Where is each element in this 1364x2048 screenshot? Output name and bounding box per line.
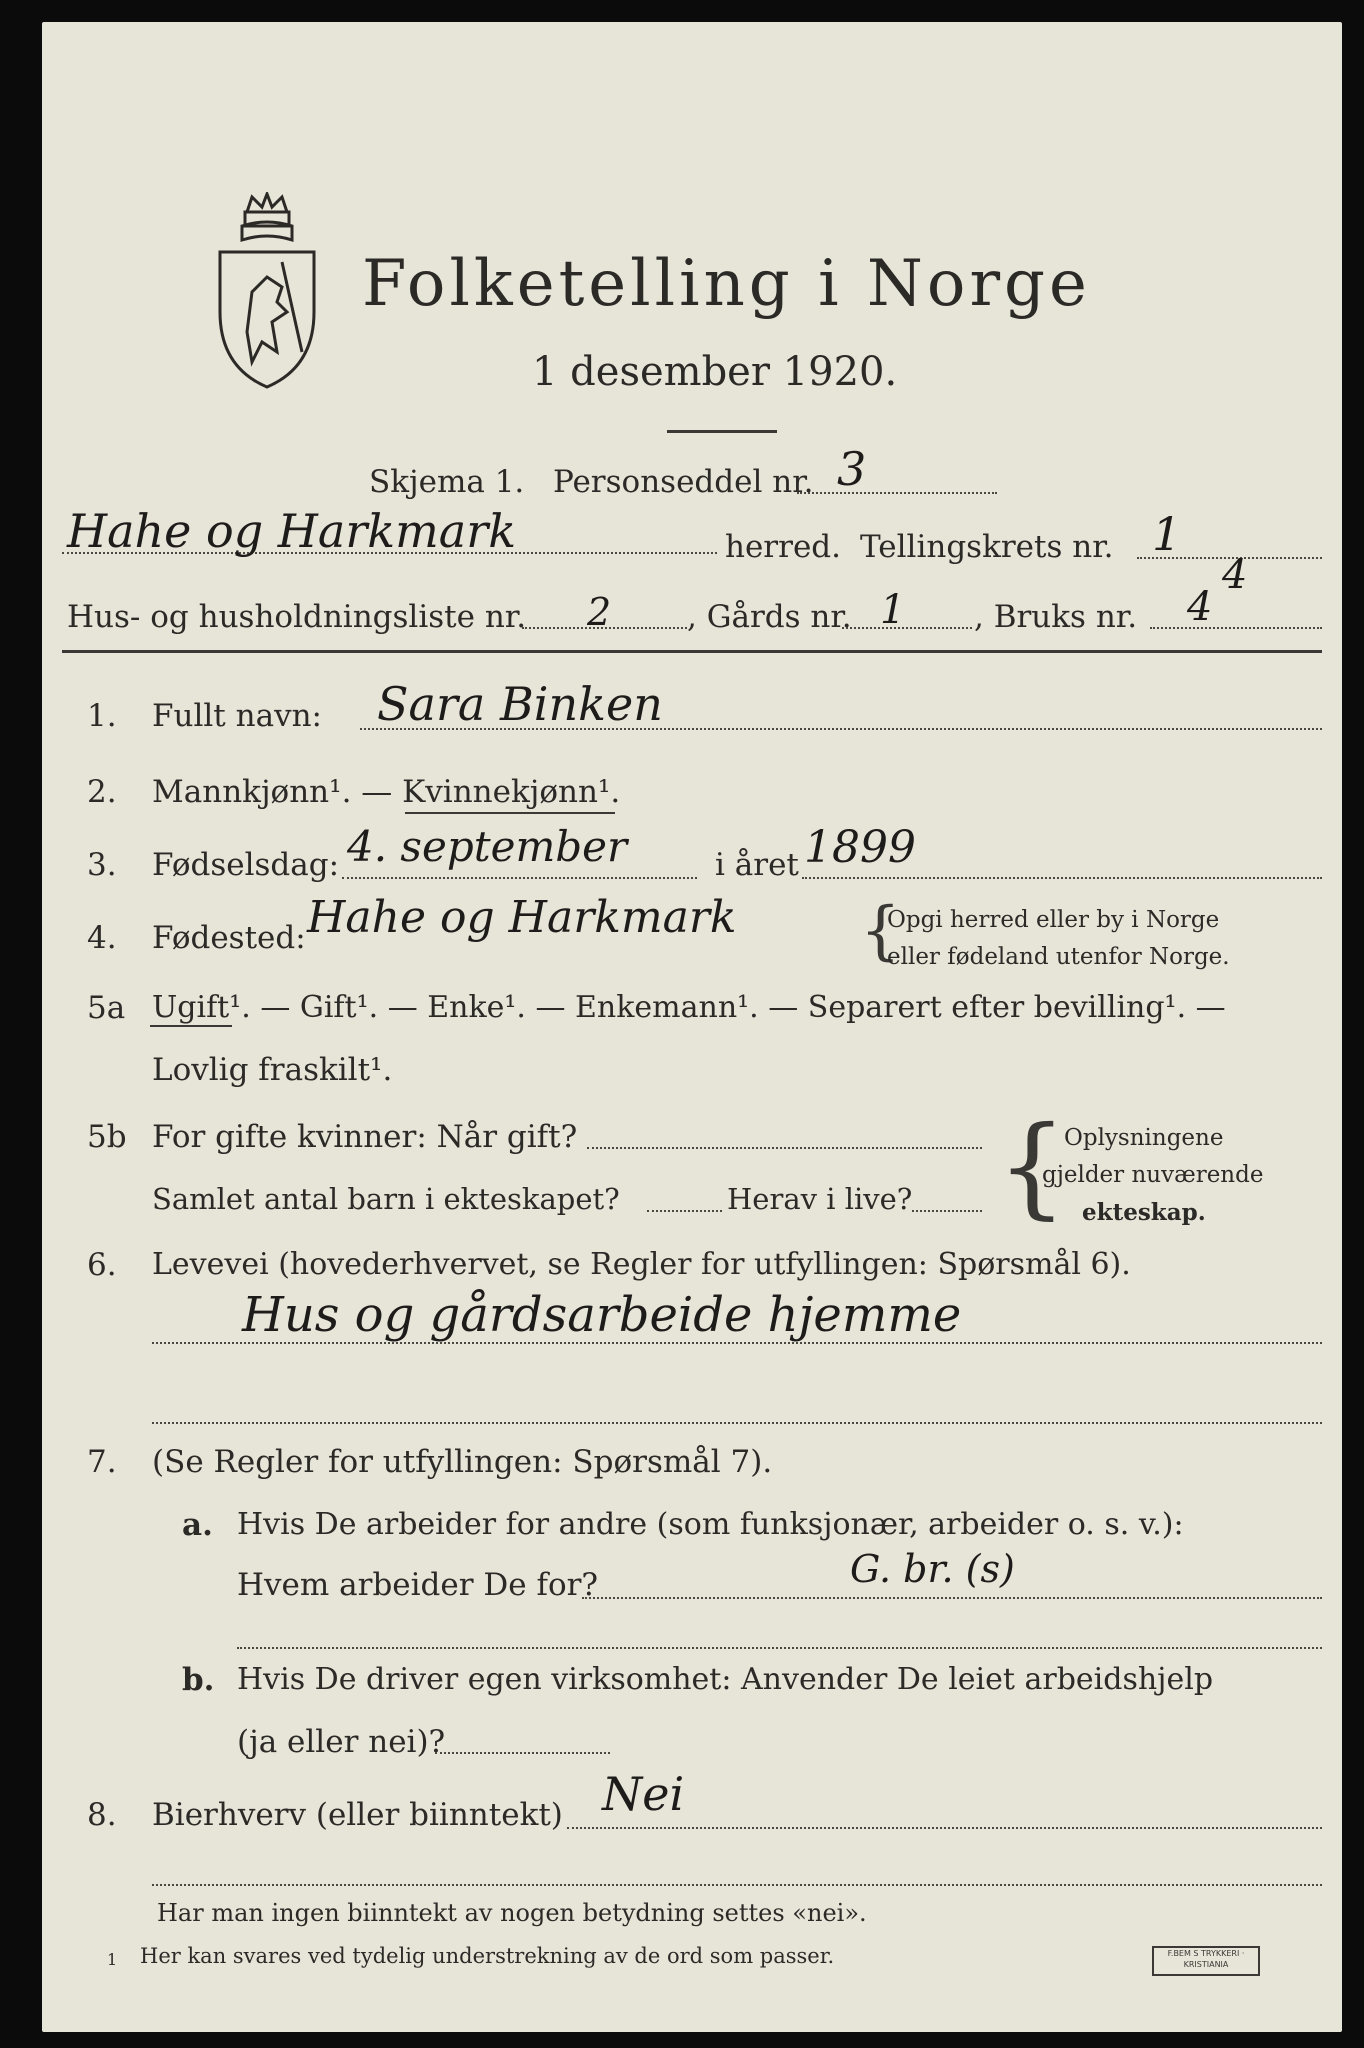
q3-number: 3.	[87, 847, 117, 883]
q5b-note-line1: Oplysningene	[1064, 1125, 1224, 1151]
ugift-underline	[150, 1025, 232, 1027]
birthday-value: 4. september	[347, 822, 628, 871]
q2-label: Mannkjønn¹. — Kvinnekjønn¹.	[152, 774, 621, 810]
levevei-field-2[interactable]	[152, 1422, 1322, 1424]
no-income-note: Har man ingen biinntekt av nogen betydning settes «nei».	[157, 1899, 867, 1927]
q5b-note-line2: gjelder nuværende	[1042, 1162, 1264, 1188]
tellingskrets-extra-value: 4	[1222, 552, 1248, 598]
q5a-line2: Lovlig fraskilt¹.	[152, 1052, 393, 1088]
q7b-letter: b.	[182, 1662, 215, 1698]
bierhverv-field-2[interactable]	[152, 1884, 1322, 1886]
q4-note-brace: {	[860, 894, 901, 968]
q3-label: Fødselsdag:	[152, 847, 340, 883]
q5b-note-brace: {	[997, 1102, 1067, 1230]
q7-label: (Se Regler for utfyllingen: Spørsmål 7).	[152, 1444, 773, 1480]
bruks-value: 4	[1187, 584, 1213, 630]
q8-label: Bierhverv (eller biinntekt)	[152, 1797, 563, 1833]
bierhverv-value: Nei	[602, 1767, 685, 1821]
q4-number: 4.	[87, 920, 117, 956]
q5b-alive-label: Herav i live?	[727, 1182, 913, 1216]
children-alive-field[interactable]	[912, 1210, 982, 1212]
q5a-line1: Ugift¹. — Gift¹. — Enke¹. — Enkemann¹. — Separert efter bevilling¹. —	[152, 990, 1226, 1025]
q7b-label: Hvis De driver egen virksomhet: Anvender De leiet arbeidshjelp	[237, 1662, 1214, 1697]
form-subtitle: 1 desember 1920.	[532, 349, 898, 395]
skjema-label: Skjema 1.	[369, 464, 525, 500]
header-divider	[62, 650, 1322, 653]
q7b-yesno-label: (ja eller nei)?	[237, 1724, 446, 1760]
husholdning-value: 2	[587, 590, 612, 634]
title-divider	[667, 430, 777, 433]
personseddel-field[interactable]	[797, 492, 997, 494]
q3-year-label: i året	[715, 847, 799, 883]
gards-field[interactable]	[842, 627, 972, 629]
employer-field-2[interactable]	[237, 1647, 1322, 1649]
q1-label: Fullt navn:	[152, 698, 322, 734]
q7-number: 7.	[87, 1444, 117, 1480]
q5a-number: 5a	[87, 990, 126, 1026]
birthplace-value: Hahe og Harkmark	[307, 892, 737, 943]
norwegian-coat-of-arms-icon	[212, 192, 322, 392]
employer-field[interactable]	[582, 1597, 1322, 1599]
footnote-number: 1	[107, 1950, 118, 1969]
q1-number: 1.	[87, 698, 117, 734]
employer-value: G. br. (s)	[850, 1547, 1015, 1591]
q5b-label: For gifte kvinner: Når gift?	[152, 1119, 578, 1155]
kvinnekjonn-underline	[405, 812, 615, 814]
gards-label: , Gårds nr.	[687, 599, 852, 635]
personseddel-label: Personseddel nr.	[553, 464, 814, 500]
married-when-field[interactable]	[587, 1147, 982, 1149]
tellingskrets-label: Tellingskrets nr.	[860, 529, 1114, 565]
q4-label: Fødested:	[152, 920, 306, 956]
birth-year-field[interactable]	[802, 877, 1322, 879]
q7a-who-label: Hvem arbeider De for?	[237, 1567, 599, 1603]
census-form-sheet	[42, 22, 1342, 2032]
q5b-number: 5b	[87, 1119, 127, 1155]
q4-note-line2: eller fødeland utenfor Norge.	[887, 944, 1230, 970]
children-count-field[interactable]	[647, 1210, 722, 1212]
gards-value: 1	[880, 587, 906, 633]
herred-value: Hahe og Harkmark	[67, 504, 517, 558]
full-name-value: Sara Binken	[377, 677, 663, 731]
q5b-note-line3: ekteskap.	[1082, 1199, 1206, 1226]
q4-note-line1: Opgi herred eller by i Norge	[887, 907, 1220, 933]
herred-label: herred.	[725, 529, 841, 565]
bruks-field[interactable]	[1150, 627, 1322, 629]
bruks-label: , Bruks nr.	[974, 599, 1138, 635]
birth-year-value: 1899	[804, 822, 916, 873]
q8-number: 8.	[87, 1797, 117, 1833]
printer-stamp: F.BEM S TRYKKERI · KRISTIANIA	[1152, 1946, 1260, 1976]
levevei-value: Hus og gårdsarbeide hjemme	[242, 1287, 962, 1343]
q6-label: Levevei (hovederhvervet, se Regler for utfyllingen: Spørsmål 6).	[152, 1247, 1131, 1282]
arbeidshjelp-field[interactable]	[435, 1752, 610, 1754]
q6-number: 6.	[87, 1247, 117, 1283]
tellingskrets-value: 1	[1152, 507, 1182, 561]
q7a-letter: a.	[182, 1507, 213, 1543]
birthday-field[interactable]	[342, 877, 697, 879]
footnote-text: Her kan svares ved tydelig understrekning av de ord som passer.	[140, 1944, 835, 1968]
husholdning-label: Hus- og husholdningsliste nr.	[67, 599, 527, 635]
bierhverv-field[interactable]	[567, 1827, 1322, 1829]
q7a-label: Hvis De arbeider for andre (som funksjonær, arbeider o. s. v.):	[237, 1507, 1184, 1542]
q5b-children-label: Samlet antal barn i ekteskapet?	[152, 1182, 620, 1216]
personseddel-value: 3	[837, 442, 867, 496]
q2-number: 2.	[87, 774, 117, 810]
form-title: Folketelling i Norge	[362, 247, 1091, 321]
